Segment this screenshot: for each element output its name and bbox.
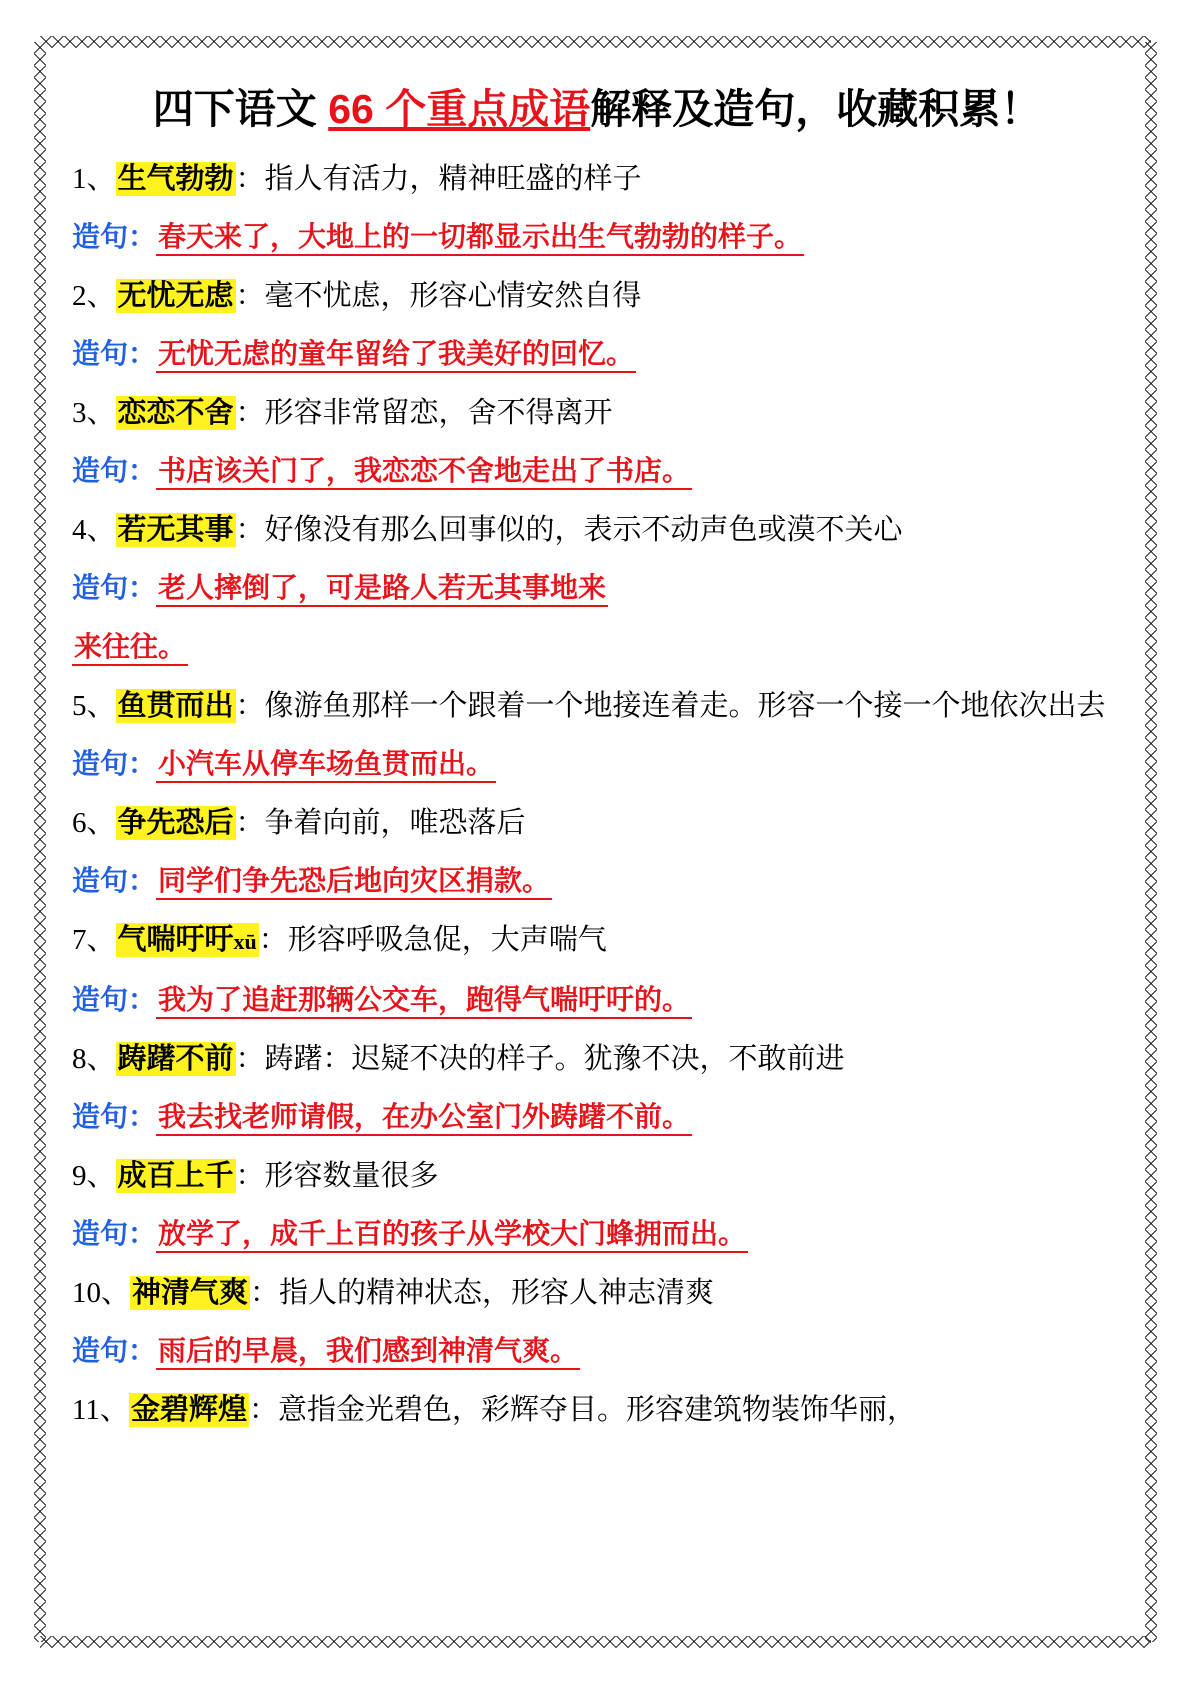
definition-line [72, 794, 1122, 852]
idiom-term: 无忧无虑 [117, 280, 234, 312]
sentence-text: 我去找老师请假，在办公室门外踌躇不前。 [156, 1101, 692, 1136]
separator: ： [235, 1160, 265, 1192]
idiom-term: 气喘吁吁xū [117, 924, 257, 956]
separator: ： [235, 397, 265, 429]
entry-number: 1、 [72, 163, 116, 195]
definition-line [72, 150, 1122, 208]
border-zigzag-bottom [40, 1636, 1151, 1648]
idiom-entry [72, 501, 1122, 677]
definition-text: 像游鱼那样一个跟着一个地接连着走。形容一个接一个地依次出去 [264, 690, 1106, 722]
definition-text: 形容非常留恋，舍不得离开 [264, 397, 613, 429]
sentence-label: 造句： [72, 221, 157, 252]
idiom-entry [72, 1264, 1122, 1381]
definition-line [72, 1381, 1122, 1439]
separator: ： [235, 280, 265, 312]
title-suffix: 解释及造句，收藏积累！ [590, 86, 1042, 132]
sentence-line [72, 1205, 1122, 1264]
definition-line [72, 677, 1122, 735]
idiom-pinyin: xū [233, 929, 257, 954]
definition-text: 指人的精神状态，形容人神志清爽 [279, 1277, 715, 1309]
separator: ： [235, 514, 265, 546]
sentence-label: 造句： [72, 1218, 157, 1249]
idiom-entry [72, 911, 1122, 1030]
idiom-entry [72, 267, 1122, 384]
sentence-text: 小汽车从停车场鱼贯而出。 [156, 748, 496, 783]
definition-line [72, 384, 1122, 442]
entry-number: 11、 [72, 1394, 129, 1426]
entry-number: 10、 [72, 1277, 131, 1309]
sentence-line [72, 208, 1122, 267]
sentence-text: 放学了，成千上百的孩子从学校大门蜂拥而出。 [156, 1218, 748, 1253]
sentence-text: 书店该关门了，我恋恋不舍地走出了书店。 [156, 455, 692, 490]
idiom-term: 金碧辉煌 [130, 1394, 247, 1426]
sentence-label: 造句： [72, 1101, 157, 1132]
sentence-line [72, 325, 1122, 384]
idiom-term: 神清气爽 [132, 1277, 249, 1309]
definition-text: 争着向前，唯恐落后 [264, 807, 526, 839]
border-zigzag-top [40, 36, 1151, 48]
document-content [72, 78, 1122, 1439]
definition-line [72, 1264, 1122, 1322]
sentence-continuation-text: 来往往。 [72, 631, 188, 666]
sentence-label: 造句： [72, 748, 157, 779]
separator: ： [248, 1394, 278, 1426]
entry-number: 7、 [72, 924, 116, 956]
separator: ： [235, 1043, 265, 1075]
idiom-entry [72, 150, 1122, 267]
idiom-entry [72, 1030, 1122, 1147]
separator: ： [258, 924, 288, 956]
sentence-text: 同学们争先恐后地向灾区捐款。 [156, 865, 552, 900]
sentence-label: 造句： [72, 455, 157, 486]
definition-line [72, 1147, 1122, 1205]
sentence-continuation-line [72, 618, 1122, 677]
sentence-line [72, 442, 1122, 501]
idiom-term: 踌躇不前 [117, 1043, 234, 1075]
definition-line [72, 501, 1122, 559]
sentence-line [72, 559, 1122, 618]
entry-number: 5、 [72, 690, 116, 722]
idiom-entry [72, 1381, 1122, 1439]
sentence-text: 我为了追赶那辆公交车，跑得气喘吁吁的。 [156, 984, 692, 1019]
idiom-entry [72, 384, 1122, 501]
sentence-text: 老人摔倒了，可是路人若无其事地来 [156, 572, 608, 607]
separator: ： [250, 1277, 280, 1309]
sentence-label: 造句： [72, 572, 157, 603]
page-title [72, 78, 1122, 140]
definition-text: 意指金光碧色，彩辉夺目。形容建筑物装饰华丽， [277, 1394, 916, 1426]
sentence-text: 春天来了，大地上的一切都显示出生气勃勃的样子。 [156, 221, 804, 256]
entry-number: 2、 [72, 280, 116, 312]
border-zigzag-right [1145, 42, 1157, 1642]
definition-text: 指人有活力，精神旺盛的样子 [264, 163, 642, 195]
idiom-term: 成百上千 [117, 1160, 234, 1192]
definition-line [72, 911, 1122, 971]
idiom-term: 生气勃勃 [117, 163, 234, 195]
idiom-entry [72, 1147, 1122, 1264]
idiom-term: 若无其事 [117, 514, 234, 546]
sentence-line [72, 735, 1122, 794]
sentence-label: 造句： [72, 984, 157, 1015]
separator: ： [235, 163, 265, 195]
sentence-line [72, 852, 1122, 911]
sentence-text: 雨后的早晨，我们感到神清气爽。 [156, 1335, 580, 1370]
entry-number: 6、 [72, 807, 116, 839]
idiom-entry [72, 794, 1122, 911]
definition-line [72, 267, 1122, 325]
sentence-label: 造句： [72, 338, 157, 369]
idiom-term: 恋恋不舍 [117, 397, 234, 429]
entry-number: 8、 [72, 1043, 116, 1075]
sentence-line [72, 971, 1122, 1030]
separator: ： [235, 690, 265, 722]
sentence-label: 造句： [72, 1335, 157, 1366]
definition-text: 形容数量很多 [264, 1160, 439, 1192]
idiom-entry [72, 677, 1122, 794]
sentence-text: 无忧无虑的童年留给了我美好的回忆。 [156, 338, 636, 373]
sentence-line [72, 1322, 1122, 1381]
sentence-label: 造句： [72, 865, 157, 896]
idiom-term: 鱼贯而出 [117, 690, 234, 722]
definition-text: 好像没有那么回事似的，表示不动声色或漠不关心 [264, 514, 903, 546]
entry-number: 3、 [72, 397, 116, 429]
definition-text: 踌躇：迟疑不决的样子。犹豫不决，不敢前进 [264, 1043, 845, 1075]
title-prefix: 四下语文 [152, 86, 329, 132]
idiom-term: 争先恐后 [117, 807, 234, 839]
entry-number: 9、 [72, 1160, 116, 1192]
title-highlight: 66 个重点成语 [328, 86, 591, 132]
definition-text: 形容呼吸急促，大声喘气 [287, 924, 607, 956]
entry-number: 4、 [72, 514, 116, 546]
border-zigzag-left [34, 42, 46, 1642]
definition-line [72, 1030, 1122, 1088]
definition-text: 毫不忧虑，形容心情安然自得 [264, 280, 642, 312]
sentence-line [72, 1088, 1122, 1147]
separator: ： [235, 807, 265, 839]
